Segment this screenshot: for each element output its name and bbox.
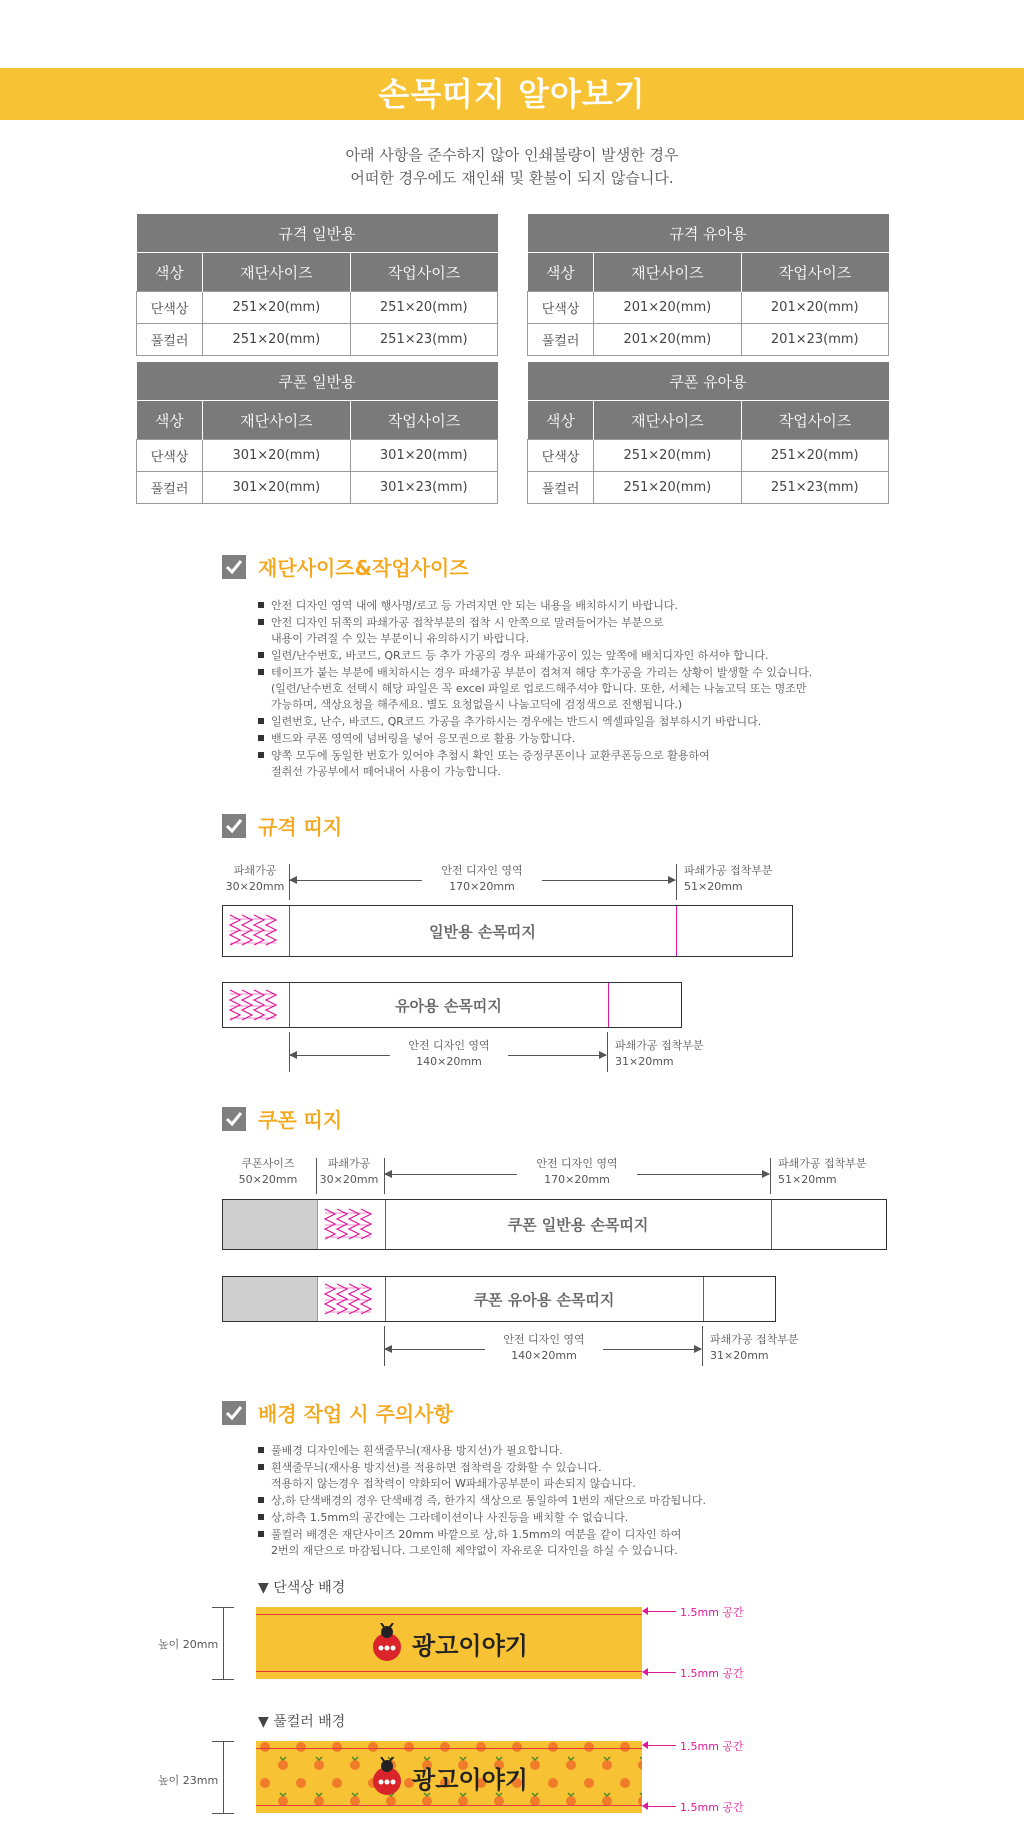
zigzag-icon xyxy=(323,1280,373,1324)
spec-table xyxy=(136,214,498,356)
dim-arrow xyxy=(290,1055,390,1056)
gap-annotation: 1.5mm 공간 xyxy=(680,1740,744,1753)
table-cell: 201×20(mm) xyxy=(594,292,741,324)
table-header: 작업사이즈 xyxy=(741,401,888,440)
list-item: 상,하측 1.5mm의 공간에는 그라데이션이나 사진등을 배치할 수 없습니다. xyxy=(258,1510,706,1526)
table-title: 쿠폰 일반용 xyxy=(137,362,498,401)
table-header: 재단사이즈 xyxy=(203,401,350,440)
dim-safe xyxy=(485,1332,603,1364)
logo xyxy=(256,1623,642,1663)
dim-size: 31×20mm xyxy=(710,1349,769,1362)
dim-safe xyxy=(390,1038,508,1070)
table-cell: 301×23(mm) xyxy=(350,472,497,504)
height-tick xyxy=(212,1813,234,1814)
dim-size: 140×20mm xyxy=(416,1055,482,1068)
logo-text: 광고이야기 xyxy=(412,1765,528,1794)
table-row xyxy=(528,292,889,324)
table-header: 작업사이즈 xyxy=(350,253,497,292)
dim-label: 안전 디자인 영역 xyxy=(503,1333,585,1346)
dim-label: 안전 디자인 영역 xyxy=(441,864,523,877)
list-item: 안전 디자인 뒤쪽의 파쇄가공 접착부분의 접착 시 안쪽으로 말려들어가는 부분으로 내용이 가려질 수 있는 부분이니 유의하시기 바랍니다. xyxy=(258,615,812,647)
dim-line xyxy=(702,1326,703,1366)
dim-arrow xyxy=(508,1055,606,1056)
coupon-area xyxy=(223,1200,318,1249)
table-header: 재단사이즈 xyxy=(594,253,741,292)
strip-standard-kid xyxy=(222,982,682,1028)
table-cell: 201×23(mm) xyxy=(741,324,888,356)
table-cell: 251×20(mm) xyxy=(594,440,741,472)
height-line xyxy=(223,1607,224,1679)
strip-coupon-kid xyxy=(222,1276,776,1322)
dim-line xyxy=(607,1032,608,1072)
height-label: 높이 23mm xyxy=(158,1774,219,1787)
margin-line xyxy=(256,1614,642,1615)
table-cell: 단색상 xyxy=(528,440,594,472)
dim-arrow xyxy=(542,880,675,881)
table-title: 규격 일반용 xyxy=(137,214,498,253)
dim-coupon xyxy=(228,1156,308,1188)
section-title: 규격 띠지 xyxy=(258,815,343,839)
gap-annotation: 1.5mm 공간 xyxy=(680,1667,744,1680)
page-title: 손목띠지 알아보기 xyxy=(378,75,646,113)
table-row xyxy=(137,440,498,472)
dim-size: 140×20mm xyxy=(511,1349,577,1362)
table-cell: 201×20(mm) xyxy=(594,324,741,356)
list-item: 풀컬러 배경은 재단사이즈 20mm 바깥으로 상,하 1.5mm의 여분을 같이 디자인 하여 2번의 재단으로 마감됩니다. 그로인해 제약없이 자유로운 디자인을 하실 수 있습니다. xyxy=(258,1527,706,1559)
table-cell: 301×20(mm) xyxy=(203,440,350,472)
strip-label: 쿠폰 일반용 손목띠지 xyxy=(507,1216,649,1234)
table-cell: 251×20(mm) xyxy=(350,292,497,324)
ladybug-icon xyxy=(370,1623,404,1663)
spec-table xyxy=(136,362,498,504)
gap-annotation: 1.5mm 공간 xyxy=(680,1801,744,1814)
dim-size: 51×20mm xyxy=(684,880,743,893)
dim-size: 30×20mm xyxy=(319,1173,379,1186)
spec-table xyxy=(527,362,889,504)
table-cell: 251×20(mm) xyxy=(741,440,888,472)
divider-line xyxy=(703,1277,704,1321)
strip-label: 쿠폰 유아용 손목띠지 xyxy=(473,1290,615,1309)
list-item: 일련번호, 난수, 바코드, QR코드 가공을 추가하시는 경우에는 반드시 엑셀파일을 첨부하시기 바랍니다. xyxy=(258,714,812,730)
solid-bg-label: ▼ 단색상 배경 xyxy=(258,1580,346,1596)
dim-size: 51×20mm xyxy=(778,1173,837,1186)
divider-line xyxy=(608,983,609,1027)
dim-safe xyxy=(422,863,542,895)
dim-line xyxy=(676,864,677,900)
section-title: 재단사이즈&작업사이즈 xyxy=(258,556,469,580)
strip-label: 유아용 손목띠지 xyxy=(395,996,502,1015)
height-tick xyxy=(212,1679,234,1680)
dim-arrow xyxy=(637,1174,769,1175)
dim-label: 파쇄가공 xyxy=(327,1157,371,1170)
height-tick xyxy=(212,1607,234,1608)
strip-standard-general xyxy=(222,905,793,957)
dim-size: 50×20mm xyxy=(238,1173,298,1186)
list-item: 흰색줄무늬(재사용 방지선)를 적용하면 접착력을 강화할 수 있습니다. 적용하지 않는경우 접착력이 약화되어 W파쇄가공부분이 파손되지 않습니다. xyxy=(258,1460,706,1492)
dim-crush xyxy=(222,863,288,895)
full-bg-label: ▼ 풀컬러 배경 xyxy=(258,1714,346,1730)
dim-label: 파쇄가공 접착부분 xyxy=(684,864,773,877)
list-item: 상,하 단색배경의 경우 단색배경 즉, 한가지 색상으로 통일하여 1번의 재단으로 마감됩니다. xyxy=(258,1493,706,1509)
solid-bg-strip xyxy=(256,1607,642,1679)
list-item: 테이프가 붙는 부분에 배치하시는 경우 파쇄가공 부분이 겹쳐져 해당 후가공을 가리는 상황이 발생할 수 있습니다. (일련/난수번호 선택시 해당 파일은 꼭 excel 파일로 업로드해주셔야 합니다. 또한, 서체는 나눔고딕 또는 명조만 가능하며, 색상요청을 해주세요. 별도 요청없을시 나눔고딕에 검정색으로 진행됩니다.) xyxy=(258,665,812,713)
table-header: 작업사이즈 xyxy=(741,253,888,292)
checkbox-icon xyxy=(222,1401,246,1425)
dim-label: 파쇄가공 접착부분 xyxy=(615,1039,704,1052)
coupon-area xyxy=(223,1277,318,1321)
dim-label: 파쇄가공 xyxy=(233,864,277,877)
table-header: 재단사이즈 xyxy=(594,401,741,440)
table-cell: 301×20(mm) xyxy=(350,440,497,472)
table-cell: 251×23(mm) xyxy=(350,324,497,356)
gap-annotation: 1.5mm 공간 xyxy=(680,1606,744,1619)
dim-arrow xyxy=(385,1349,485,1350)
bullet-list-cut xyxy=(258,598,812,781)
dim-arrow xyxy=(385,1174,517,1175)
dim-glue xyxy=(710,1332,799,1364)
margin-line xyxy=(256,1805,642,1806)
table-title: 쿠폰 유아용 xyxy=(528,362,889,401)
table-row xyxy=(528,324,889,356)
dim-line xyxy=(770,1158,771,1194)
table-row xyxy=(528,440,889,472)
zigzag-icon xyxy=(228,911,278,955)
checkbox-icon xyxy=(222,1107,246,1131)
ladybug-icon xyxy=(370,1757,404,1797)
dim-label: 쿠폰사이즈 xyxy=(241,1157,295,1170)
list-item: 일련/난수번호, 바코드, QR코드 등 추가 가공의 경우 파쇄가공이 있는 앞쪽에 배치디자인 하셔야 합니다. xyxy=(258,648,812,664)
dim-size: 170×20mm xyxy=(544,1173,610,1186)
dim-size: 30×20mm xyxy=(225,880,285,893)
logo-text: 광고이야기 xyxy=(412,1631,528,1660)
list-item: 풀배경 디자인에는 흰색줄무늬(재사용 방지선)가 필요합니다. xyxy=(258,1443,706,1459)
dim-size: 170×20mm xyxy=(449,880,515,893)
table-header: 색상 xyxy=(528,401,594,440)
table-cell: 251×20(mm) xyxy=(203,324,350,356)
checkbox-icon xyxy=(222,555,246,579)
dim-arrow xyxy=(603,1349,701,1350)
height-label: 높이 20mm xyxy=(158,1638,219,1651)
notice-line-1: 아래 사항을 준수하지 않아 인쇄불량이 발생한 경우 xyxy=(345,146,679,164)
spec-table xyxy=(527,214,889,356)
margin-line xyxy=(256,1671,642,1672)
table-cell: 301×20(mm) xyxy=(203,472,350,504)
dim-line xyxy=(316,1158,317,1194)
bullet-list-background xyxy=(258,1443,706,1560)
table-cell: 201×20(mm) xyxy=(741,292,888,324)
table-cell: 풀컬러 xyxy=(137,472,203,504)
dim-glue xyxy=(778,1156,867,1188)
checkbox-icon xyxy=(222,814,246,838)
table-header: 작업사이즈 xyxy=(350,401,497,440)
divider-line xyxy=(771,1200,772,1249)
table-title: 규격 유아용 xyxy=(528,214,889,253)
dim-glue xyxy=(615,1038,704,1070)
strip-coupon-general xyxy=(222,1199,887,1250)
title-banner xyxy=(0,68,1024,120)
table-cell: 단색상 xyxy=(528,292,594,324)
divider-line xyxy=(676,906,677,956)
list-item: 안전 디자인 영역 내에 행사명/로고 등 가려지면 안 되는 내용을 배치하시기 바랍니다. xyxy=(258,598,812,614)
notice-line-2: 어떠한 경우에도 재인쇄 및 환불이 되지 않습니다. xyxy=(350,169,674,187)
dim-crush xyxy=(318,1156,380,1188)
table-cell: 단색상 xyxy=(137,440,203,472)
dim-label: 안전 디자인 영역 xyxy=(408,1039,490,1052)
table-cell: 251×23(mm) xyxy=(741,472,888,504)
table-cell: 풀컬러 xyxy=(528,472,594,504)
dim-label: 파쇄가공 접착부분 xyxy=(710,1333,799,1346)
dim-glue xyxy=(684,863,773,895)
zigzag-icon xyxy=(228,986,278,1030)
table-row xyxy=(528,472,889,504)
strip-label: 일반용 손목띠지 xyxy=(429,922,536,941)
table-cell: 251×20(mm) xyxy=(203,292,350,324)
table-header: 재단사이즈 xyxy=(203,253,350,292)
dim-arrow xyxy=(290,880,422,881)
section-title: 배경 작업 시 주의사항 xyxy=(258,1402,453,1426)
dim-safe xyxy=(517,1156,637,1188)
table-header: 색상 xyxy=(137,401,203,440)
table-row xyxy=(137,472,498,504)
table-cell: 251×20(mm) xyxy=(594,472,741,504)
dim-size: 31×20mm xyxy=(615,1055,674,1068)
table-cell: 단색상 xyxy=(137,292,203,324)
margin-line xyxy=(256,1748,642,1749)
table-cell: 풀컬러 xyxy=(528,324,594,356)
height-line xyxy=(223,1741,224,1813)
notice-text xyxy=(0,144,1024,190)
table-cell: 풀컬러 xyxy=(137,324,203,356)
full-bg-strip xyxy=(256,1741,642,1813)
list-item: 밴드와 쿠폰 영역에 넘버링을 넣어 응모권으로 활용 가능합니다. xyxy=(258,731,812,747)
logo xyxy=(256,1757,642,1797)
dim-label: 안전 디자인 영역 xyxy=(536,1157,618,1170)
height-tick xyxy=(212,1741,234,1742)
table-row xyxy=(137,324,498,356)
table-header: 색상 xyxy=(137,253,203,292)
section-title: 쿠폰 띠지 xyxy=(258,1108,343,1132)
dim-label: 파쇄가공 접착부분 xyxy=(778,1157,867,1170)
table-row xyxy=(137,292,498,324)
list-item: 양쪽 모두에 동일한 번호가 있어야 추첨시 확인 또는 증정쿠폰이나 교환쿠폰등으로 활용하여 절취선 가공부에서 떼어내어 사용이 가능합니다. xyxy=(258,748,812,780)
table-header: 색상 xyxy=(528,253,594,292)
zigzag-icon xyxy=(323,1205,373,1249)
